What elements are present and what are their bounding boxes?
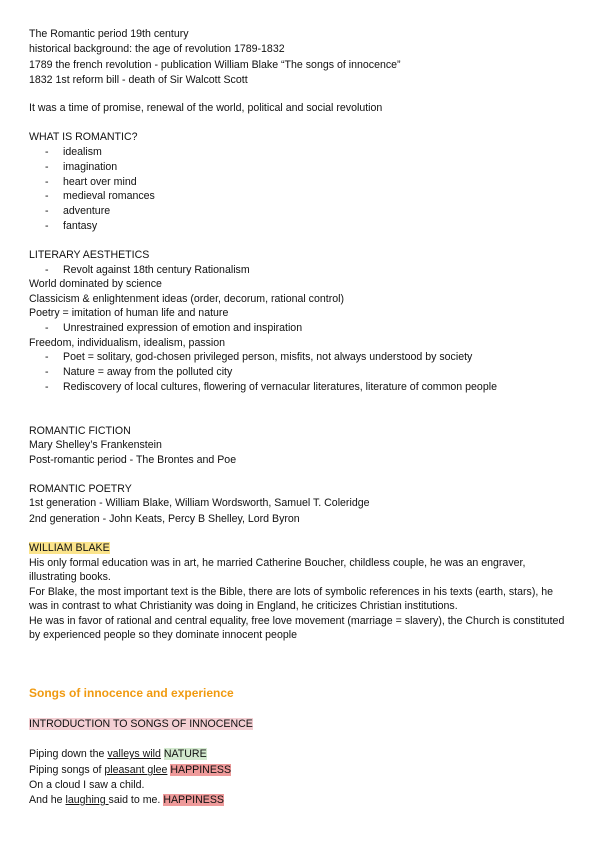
section-heading: LITERARY AESTHETICS (29, 249, 150, 261)
section-heading: ROMANTIC FICTION (29, 425, 131, 437)
text-line: 1st generation - William Blake, William Wordsworth, Samuel T. Coleridge (29, 497, 370, 509)
tag-happiness: HAPPINESS (170, 764, 232, 776)
highlight-yellow: WILLIAM BLAKE (29, 542, 110, 554)
blake-heading (29, 541, 110, 555)
list-item: Revolt against 18th century Rationalism (63, 264, 250, 276)
list-item: heart over mind (63, 176, 137, 188)
text-line: 1832 1st reform bill - death of Sir Walcott Scott (29, 74, 248, 86)
underlined-phrase: laughing (65, 794, 109, 806)
poem-line: Piping down the valleys wild NATURE (29, 748, 207, 760)
tag-happiness: HAPPINESS (163, 794, 224, 806)
text-line: 1789 the french revolution - publication William Blake “The songs of innocence” (29, 59, 401, 71)
underlined-phrase: pleasant glee (104, 764, 168, 776)
list-item: medieval romances (63, 190, 155, 202)
text-line: Post-romantic period - The Brontes and Poe (29, 454, 237, 466)
text-line: historical background: the age of revolution 1789-1832 (29, 43, 285, 55)
text-line: Poetry = imitation of human life and nature (29, 307, 229, 319)
text-line: 2nd generation - John Keats, Percy B Shelley, Lord Byron (29, 513, 300, 525)
list-item: fantasy (63, 220, 98, 232)
bullet-mark: - (45, 351, 49, 363)
bullet-mark: - (45, 381, 49, 393)
bullet-mark: - (45, 161, 49, 173)
bullet-mark: - (45, 220, 49, 232)
section-heading: WHAT IS ROMANTIC? (29, 131, 138, 143)
blake-paragraph-1: His only formal education was in art, he married Catherine Boucher, childless couple, he was an engraver, illustrating books. (29, 557, 526, 583)
poem-heading (29, 717, 253, 731)
bullet-mark: - (45, 322, 49, 334)
blake-paragraph-2: For Blake, the most important text is the Bible, there are lots of symbolic references in his texts (earth, stars), he was in contrast to what Christianity was doing in England, he criticizes Christian institutions. (29, 586, 554, 612)
list-item: Unrestrained expression of emotion and inspiration (63, 322, 303, 334)
text-line: Mary Shelley’s Frankenstein (29, 439, 162, 451)
bullet-mark: - (45, 176, 49, 188)
list-item: adventure (63, 205, 111, 217)
underlined-phrase: valleys wild (107, 748, 161, 760)
list-item: Poet = solitary, god-chosen privileged person, misfits, not always understood by society (63, 351, 473, 363)
section-heading: ROMANTIC POETRY (29, 483, 132, 495)
section-title: Songs of innocence and experience (29, 686, 234, 700)
bullet-mark: - (45, 366, 49, 378)
bullet-mark: - (45, 190, 49, 202)
poem-line: On a cloud I saw a child. (29, 779, 145, 791)
list-item: Rediscovery of local cultures, flowering of vernacular literatures, literature of common people (63, 381, 497, 393)
text-line: World dominated by science (29, 278, 162, 290)
list-item: imagination (63, 161, 118, 173)
bullet-mark: - (45, 264, 49, 276)
text-line: It was a time of promise, renewal of the world, political and social revolution (29, 102, 383, 114)
list-item: Nature = away from the polluted city (63, 366, 233, 378)
text-line: Classicism & enlightenment ideas (order, decorum, rational control) (29, 293, 345, 305)
bullet-mark: - (45, 205, 49, 217)
highlight-pink: INTRODUCTION TO SONGS OF INNOCENCE (29, 718, 253, 730)
poem-line: Piping songs of pleasant glee HAPPINESS (29, 764, 232, 776)
list-item: idealism (63, 146, 102, 158)
text-line: Freedom, individualism, idealism, passion (29, 337, 226, 349)
bullet-mark: - (45, 146, 49, 158)
blake-paragraph-3: He was in favor of rational and central equality, free love movement (marriage = slavery), the Church is constituted by experienced people so they dominate innocent people (29, 615, 565, 641)
text-line: The Romantic period 19th century (29, 28, 189, 40)
tag-nature: NATURE (163, 748, 207, 760)
poem-line: And he laughing said to me. HAPPINESS (29, 794, 224, 806)
